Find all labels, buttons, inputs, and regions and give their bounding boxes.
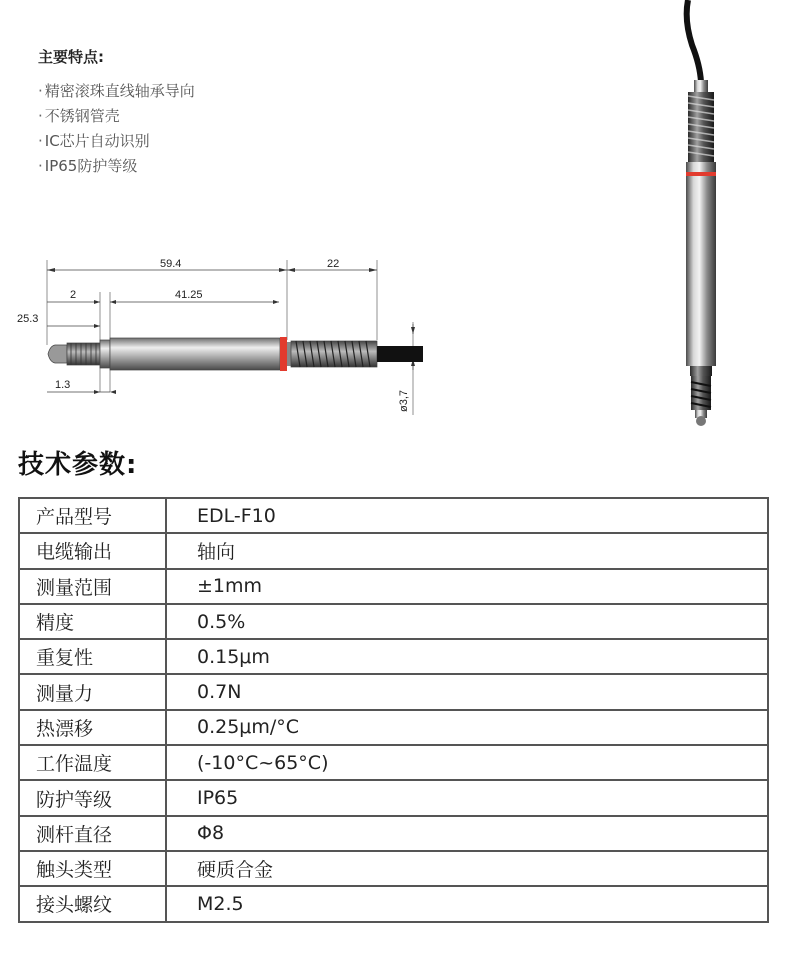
dim-overall: 59.4	[160, 258, 182, 270]
spec-label: 工作温度	[19, 745, 166, 780]
feature-item: · 精密滚珠直线轴承导向	[38, 79, 195, 104]
spec-value: ±1mm	[166, 569, 768, 604]
table-row	[19, 886, 768, 921]
features-section	[38, 46, 195, 179]
spec-value: 硬质合金	[166, 851, 768, 886]
dim-tip: 1.3	[55, 379, 71, 391]
table-row	[19, 745, 768, 780]
dimension-drawing	[15, 250, 435, 430]
spec-table	[18, 497, 769, 923]
spec-label: 热漂移	[19, 710, 166, 745]
table-row	[19, 780, 768, 815]
spec-label: 接头螺纹	[19, 886, 166, 921]
table-row	[19, 639, 768, 674]
spec-label: 测量范围	[19, 569, 166, 604]
probe-photo	[670, 0, 750, 440]
table-row	[19, 498, 768, 533]
spec-value: EDL-F10	[166, 498, 768, 533]
table-row	[19, 816, 768, 851]
dim-cable: ø3,7	[398, 389, 410, 412]
spec-value: M2.5	[166, 886, 768, 921]
spec-value: (-10°C~65°C)	[166, 745, 768, 780]
spec-value: 0.15μm	[166, 639, 768, 674]
table-row	[19, 851, 768, 886]
spec-value: IP65	[166, 780, 768, 815]
spec-label: 产品型号	[19, 498, 166, 533]
feature-item: · IC芯片自动识别	[38, 129, 195, 154]
spec-label: 测量力	[19, 674, 166, 709]
spec-label: 电缆输出	[19, 533, 166, 568]
spec-label: 触头类型	[19, 851, 166, 886]
table-row	[19, 569, 768, 604]
table-row	[19, 710, 768, 745]
spec-label: 防护等级	[19, 780, 166, 815]
spec-value: 0.7N	[166, 674, 768, 709]
dim-b: 41.25	[175, 289, 203, 301]
spec-value: 0.25μm/°C	[166, 710, 768, 745]
spec-value: Φ8	[166, 816, 768, 851]
feature-item: · 不锈钢管壳	[38, 104, 195, 129]
dim-a: 2	[70, 289, 77, 301]
spec-label: 测杆直径	[19, 816, 166, 851]
table-row	[19, 533, 768, 568]
dim-left: 25.3	[17, 313, 39, 325]
spec-label: 重复性	[19, 639, 166, 674]
spec-value: 0.5%	[166, 604, 768, 639]
feature-item: · IP65防护等级	[38, 154, 195, 179]
table-row	[19, 604, 768, 639]
dim-spring: 22	[327, 258, 340, 270]
features-title: 主要特点:	[38, 48, 104, 66]
spec-label: 精度	[19, 604, 166, 639]
spec-value: 轴向	[166, 533, 768, 568]
table-row	[19, 674, 768, 709]
probe-sideview	[48, 337, 423, 371]
params-title: 技术参数:	[18, 450, 138, 480]
